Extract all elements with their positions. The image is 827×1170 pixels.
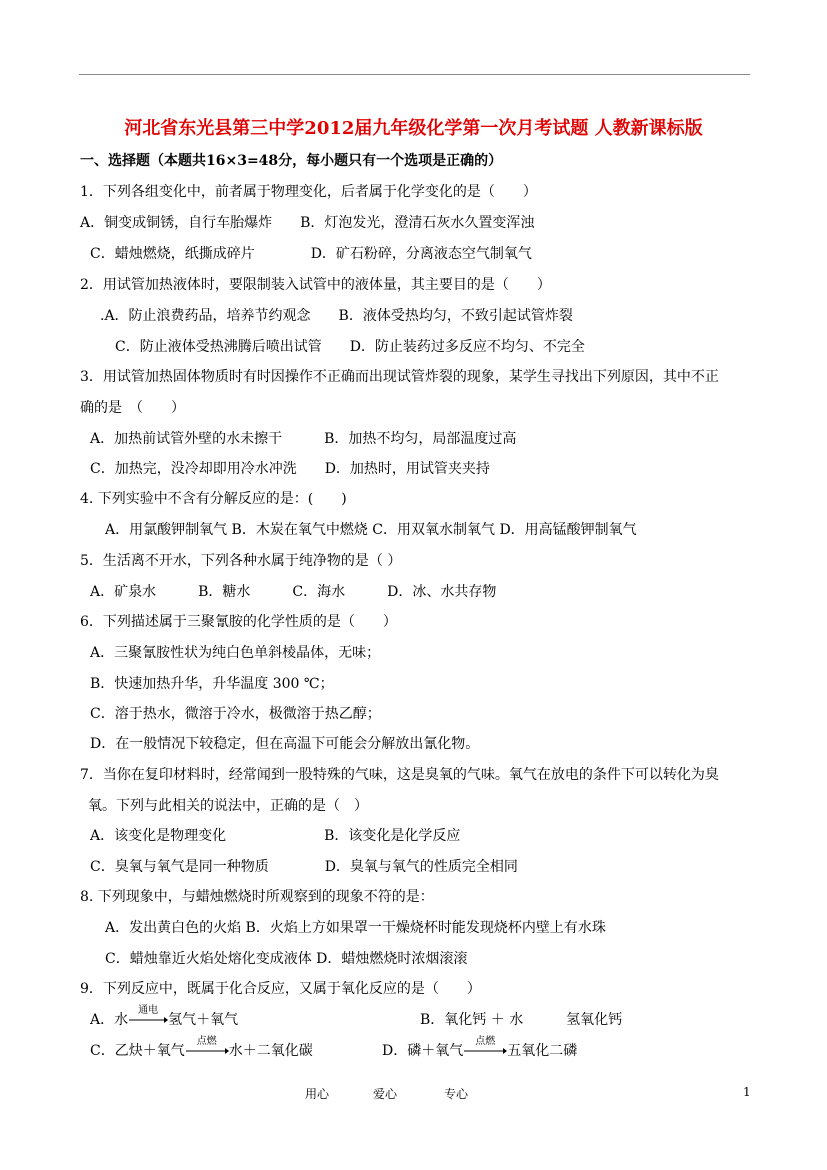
- q8-options-ab: A．发出黄白色的火焰 B．火焰上方如果罩一干燥烧杯时能发现烧杯内壁上有水珠: [105, 920, 606, 936]
- arrow-icon: [463, 1042, 507, 1060]
- q3-options-cd: C．加热完，没冷却即用冷水冲洗 D．加热时，用试管夹夹持: [90, 461, 490, 477]
- reaction-arrow: [185, 1036, 229, 1060]
- reaction-arrow: [463, 1036, 507, 1060]
- q9-a-products: 氢气＋氧气: [168, 1012, 239, 1028]
- arrow-icon: [128, 1011, 168, 1029]
- question-4: 4. 下列实验中不含有分解反应的是：( ): [80, 491, 347, 507]
- q3-options-ab: A．加热前试管外壁的水未擦干 B．加热不均匀，局部温度过高: [90, 431, 517, 447]
- reaction-condition: 点燃: [196, 1036, 217, 1047]
- question-7-cont: 氧。下列与此相关的说法中，正确的是（ ）: [88, 798, 368, 814]
- q9-c-products: 水＋二氧化碳: [228, 1043, 313, 1059]
- q5-options: A．矿泉水 B．糖水 C．海水 D．冰、水共存物: [90, 584, 497, 600]
- question-2: 2．用试管加热液体时，要限制装入试管中的液体量，其主要目的是（ ）: [80, 277, 551, 293]
- footer-mid: 爱心: [373, 1087, 398, 1101]
- q9-d-product: 五氧化二磷: [507, 1043, 578, 1059]
- header-rule: [79, 74, 750, 75]
- question-7: 7．当你在复印材料时，经常闻到一股特殊的气味，这是臭氧的气味。氧气在放电的条件下可以转化为臭: [80, 767, 719, 783]
- q6-option-a: A．三聚氰胺性状为纯白色单斜棱晶体，无味；: [90, 645, 381, 661]
- q1-options-ab: A．铜变成铜锈，自行车胎爆炸 B．灯泡发光，澄清石灰水久置变浑浊: [80, 215, 535, 231]
- footer-right: 专心: [444, 1087, 469, 1101]
- q8-options-cd: C．蜡烛靠近火焰处熔化变成液体 D．蜡烛燃烧时浓烟滚滚: [105, 951, 468, 967]
- q9-b-product: 氢氧化钙: [566, 1012, 623, 1028]
- question-6: 6．下列描述属于三聚氰胺的化学性质的是（ ）: [80, 614, 397, 630]
- q9-a-reactant: A．水: [90, 1012, 129, 1028]
- question-8: 8. 下列现象中，与蜡烛燃烧时所观察到的现象不符的是：: [80, 889, 434, 905]
- q7-options-cd: C．臭氧与氧气是同一种物质 D．臭氧与氧气的性质完全相同: [90, 859, 518, 875]
- section-heading: 一、选择题（本题共16×3=48分，每小题只有一个选项是正确的）: [80, 153, 503, 169]
- page-number: 1: [743, 1085, 751, 1099]
- reaction-condition: 通电: [138, 1005, 159, 1016]
- footer-left: 用心: [305, 1087, 330, 1101]
- q1-options-cd: C．蜡烛燃烧，纸撕成碎片 D．矿石粉碎，分离液态空气制氧气: [90, 246, 532, 262]
- arrow-icon: [185, 1042, 229, 1060]
- reaction-condition: 点燃: [475, 1036, 496, 1047]
- question-9: 9．下列反应中，既属于化合反应，又属于氧化反应的是（ ）: [80, 981, 481, 997]
- q2-options-cd: C．防止液体受热沸腾后喷出试管 D．防止装药过多反应不均匀、不完全: [115, 339, 585, 355]
- q9-b-reactants: B．氧化钙 ＋ 水: [420, 1012, 524, 1028]
- q9-option-a: [90, 1005, 239, 1029]
- q6-option-d: D．在一般情况下较稳定，但在高温下可能会分解放出氰化物。: [90, 736, 480, 752]
- q9-d-reactants: D．磷＋氧气: [382, 1043, 464, 1059]
- reaction-arrow: [128, 1005, 168, 1029]
- q9-c-reactants: C．乙炔＋氧气: [90, 1043, 185, 1059]
- q9-option-d: [382, 1036, 578, 1060]
- question-3: 3．用试管加热固体物质时有时因操作不正确而出现试管炸裂的现象，某学生寻找出下列原因，其中不正: [80, 369, 719, 385]
- q9-option-c: [90, 1036, 313, 1060]
- q7-options-ab: A．该变化是物理变化 B．该变化是化学反应: [90, 828, 461, 844]
- question-3-cont: 确的是 （ ）: [80, 400, 185, 416]
- question-1: 1．下列各组变化中，前者属于物理变化，后者属于化学变化的是（ ）: [80, 184, 537, 200]
- q4-options: A．用氯酸钾制氧气 B．木炭在氧气中燃烧 C．用双氧水制氧气 D．用高锰酸钾制氧气: [105, 522, 637, 538]
- page-title: 河北省东光县第三中学2012届九年级化学第一次月考试题 人教新课标版: [124, 118, 703, 139]
- q2-options-ab: .A．防止浪费药品，培养节约观念 B．液体受热均匀，不致引起试管炸裂: [100, 308, 573, 324]
- q6-option-c: C．溶于热水，微溶于冷水，极微溶于热乙醇；: [90, 706, 381, 722]
- q9-option-b: [420, 1011, 622, 1029]
- q6-option-b: B．快速加热升华，升华温度 300 ℃；: [90, 676, 334, 692]
- question-5: 5．生活离不开水，下列各种水属于纯净物的是（ ）: [80, 553, 402, 569]
